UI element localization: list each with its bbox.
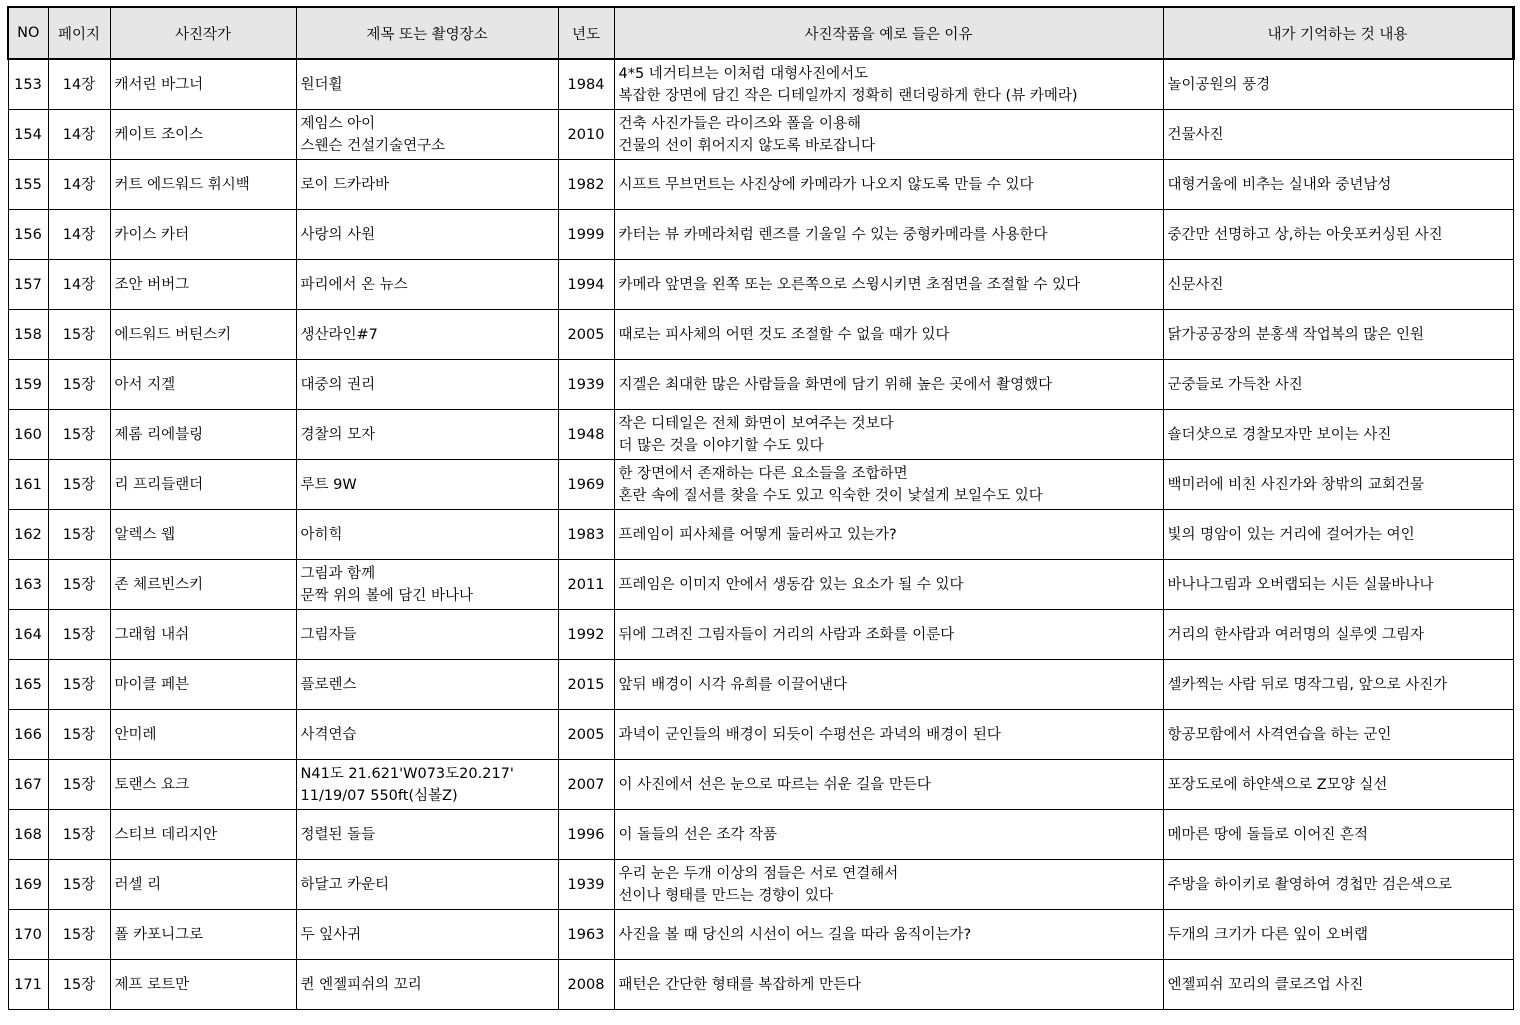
table-row	[8, 510, 1513, 560]
cell-title-line: 그림자들	[300, 626, 357, 643]
cell-author[interactable]: 그래험 내쉬	[110, 610, 296, 660]
cell-reason[interactable]	[614, 560, 1163, 610]
table-row	[8, 310, 1513, 360]
cell-reason-line: 카터는 뷰 카메라처럼 렌즈를 기울일 수 있는 중형카메라를 사용한다	[618, 226, 1048, 243]
cell-title[interactable]	[296, 960, 558, 1010]
cell-page[interactable]: 15장	[48, 860, 110, 910]
cell-reason-line: 작은 디테일은 전체 화면이 보여주는 것보다	[618, 415, 894, 432]
cell-title-line: 로이 드카라바	[300, 176, 390, 193]
header-year[interactable]: 년도	[558, 7, 614, 59]
cell-memory[interactable]: 거리의 한사람과 여러명의 실루엣 그림자	[1163, 610, 1513, 660]
cell-reason[interactable]	[614, 610, 1163, 660]
cell-title[interactable]	[296, 310, 558, 360]
cell-page[interactable]: 15장	[48, 960, 110, 1010]
cell-year[interactable]: 1948	[558, 410, 614, 460]
cell-reason-line: 4*5 네거티브는 이처럼 대형사진에서도	[618, 65, 869, 82]
cell-reason[interactable]	[614, 410, 1163, 460]
cell-memory[interactable]: 메마른 땅에 돌들로 이어진 흔적	[1163, 810, 1513, 860]
cell-title-line: 파리에서 온 뉴스	[300, 276, 408, 293]
cell-memory[interactable]: 빛의 명암이 있는 거리에 걸어가는 여인	[1163, 510, 1513, 560]
cell-title-line: 11/19/07 550ft(심볼Z)	[300, 787, 458, 804]
cell-memory[interactable]: 두개의 크기가 다른 잎이 오버랩	[1163, 910, 1513, 960]
cell-no[interactable]: 164	[8, 610, 48, 660]
cell-year[interactable]: 2015	[558, 660, 614, 710]
cell-title[interactable]	[296, 910, 558, 960]
cell-reason[interactable]	[614, 59, 1163, 110]
cell-reason[interactable]	[614, 510, 1163, 560]
cell-page[interactable]: 15장	[48, 810, 110, 860]
cell-author[interactable]: 안미레	[110, 710, 296, 760]
table-row	[8, 410, 1513, 460]
cell-no[interactable]: 171	[8, 960, 48, 1010]
cell-reason-line: 이 사진에서 선은 눈으로 따르는 쉬운 길을 만든다	[618, 776, 931, 793]
cell-reason-line: 앞뒤 배경이 시각 유희를 이끌어낸다	[618, 676, 848, 693]
cell-title-line: 그림과 함께	[300, 565, 376, 582]
cell-year[interactable]: 2008	[558, 960, 614, 1010]
photo-table	[7, 6, 1515, 1010]
cell-title-line: 사랑의 사원	[300, 226, 376, 243]
header-page[interactable]: 페이지	[48, 7, 110, 59]
cell-author[interactable]: 조안 버버그	[110, 260, 296, 310]
cell-reason[interactable]	[614, 160, 1163, 210]
cell-title-line: 루트 9W	[300, 476, 357, 493]
cell-page[interactable]: 14장	[48, 260, 110, 310]
cell-reason[interactable]	[614, 360, 1163, 410]
cell-no[interactable]: 159	[8, 360, 48, 410]
cell-page[interactable]: 15장	[48, 660, 110, 710]
cell-year[interactable]: 2005	[558, 710, 614, 760]
cell-title-line: 제임스 아이	[300, 115, 376, 132]
cell-page[interactable]: 15장	[48, 760, 110, 810]
header-reason[interactable]: 사진작품을 예로 들은 이유	[614, 7, 1163, 59]
cell-memory[interactable]: 중간만 선명하고 상,하는 아웃포커싱된 사진	[1163, 210, 1513, 260]
cell-title[interactable]	[296, 460, 558, 510]
cell-title-line: 퀸 엔젤피쉬의 꼬리	[300, 976, 422, 993]
table-row	[8, 910, 1513, 960]
cell-title-line: 원더휠	[300, 76, 343, 93]
cell-reason-line: 혼란 속에 질서를 찾을 수도 있고 익숙한 것이 낯설게 보일수도 있다	[618, 487, 1043, 504]
cell-no[interactable]: 154	[8, 110, 48, 160]
cell-no[interactable]: 165	[8, 660, 48, 710]
table-row	[8, 460, 1513, 510]
cell-title[interactable]	[296, 160, 558, 210]
cell-memory[interactable]: 대형거울에 비추는 실내와 중년남성	[1163, 160, 1513, 210]
table-row	[8, 160, 1513, 210]
cell-no[interactable]: 168	[8, 810, 48, 860]
cell-page[interactable]: 15장	[48, 710, 110, 760]
table-row	[8, 760, 1513, 810]
cell-reason-line: 패턴은 간단한 형태를 복잡하게 만든다	[618, 976, 862, 993]
cell-memory[interactable]: 군중들로 가득찬 사진	[1163, 360, 1513, 410]
table-row	[8, 660, 1513, 710]
cell-title[interactable]	[296, 59, 558, 110]
cell-page[interactable]: 15장	[48, 560, 110, 610]
cell-no[interactable]: 160	[8, 410, 48, 460]
cell-no[interactable]: 155	[8, 160, 48, 210]
cell-year[interactable]: 1963	[558, 910, 614, 960]
cell-no[interactable]: 157	[8, 260, 48, 310]
header-row	[8, 7, 1513, 59]
cell-no[interactable]: 156	[8, 210, 48, 260]
cell-title-line: 사격연습	[300, 726, 357, 743]
table-row	[8, 360, 1513, 410]
cell-memory[interactable]: 항공모함에서 사격연습을 하는 군인	[1163, 710, 1513, 760]
cell-memory[interactable]: 바나나그림과 오버랩되는 시든 실물바나나	[1163, 560, 1513, 610]
cell-reason-line: 프레임이 피사체를 어떻게 둘러싸고 있는가?	[618, 526, 897, 543]
cell-author[interactable]: 제롬 리에블링	[110, 410, 296, 460]
cell-reason[interactable]	[614, 260, 1163, 310]
cell-year[interactable]: 1982	[558, 160, 614, 210]
cell-reason[interactable]	[614, 110, 1163, 160]
cell-title[interactable]	[296, 860, 558, 910]
cell-reason-line: 선이나 형태를 만드는 경향이 있다	[618, 887, 834, 904]
table-row	[8, 110, 1513, 160]
cell-title-line: 경찰의 모자	[300, 426, 376, 443]
cell-reason[interactable]	[614, 660, 1163, 710]
table-body	[8, 59, 1513, 1010]
cell-page[interactable]: 14장	[48, 210, 110, 260]
header-author[interactable]: 사진작가	[110, 7, 296, 59]
cell-reason-line: 우리 눈은 두개 이상의 점들은 서로 연결해서	[618, 865, 899, 882]
cell-page[interactable]: 15장	[48, 360, 110, 410]
cell-reason[interactable]	[614, 960, 1163, 1010]
cell-page[interactable]: 15장	[48, 410, 110, 460]
header-no[interactable]: NO	[8, 7, 48, 59]
cell-page[interactable]: 14장	[48, 160, 110, 210]
cell-page[interactable]: 14장	[48, 110, 110, 160]
cell-memory[interactable]: 주방을 하이키로 촬영하여 경첩만 검은색으로	[1163, 860, 1513, 910]
cell-memory[interactable]: 포장도로에 하얀색으로 Z모양 실선	[1163, 760, 1513, 810]
cell-reason[interactable]	[614, 710, 1163, 760]
cell-title[interactable]	[296, 810, 558, 860]
cell-year[interactable]: 1983	[558, 510, 614, 560]
cell-author[interactable]: 마이클 페븐	[110, 660, 296, 710]
cell-year[interactable]: 2007	[558, 760, 614, 810]
cell-year[interactable]: 1996	[558, 810, 614, 860]
cell-reason-line: 이 돌들의 선은 조각 작품	[618, 826, 778, 843]
table-row	[8, 960, 1513, 1010]
table-row	[8, 560, 1513, 610]
cell-title[interactable]	[296, 410, 558, 460]
cell-year[interactable]: 2011	[558, 560, 614, 610]
cell-no[interactable]: 169	[8, 860, 48, 910]
cell-page[interactable]: 15장	[48, 910, 110, 960]
cell-year[interactable]: 1939	[558, 860, 614, 910]
cell-title-line: 정렬된 돌들	[300, 826, 376, 843]
cell-title-line: 하달고 카운티	[300, 876, 390, 893]
cell-title[interactable]	[296, 760, 558, 810]
cell-memory[interactable]: 백미러에 비친 사진가와 창밖의 교회건물	[1163, 460, 1513, 510]
table-row	[8, 59, 1513, 110]
cell-author[interactable]: 카이스 카터	[110, 210, 296, 260]
cell-year[interactable]: 2010	[558, 110, 614, 160]
cell-year[interactable]: 1999	[558, 210, 614, 260]
cell-title[interactable]	[296, 610, 558, 660]
cell-reason-line: 사진을 볼 때 당신의 시선이 어느 길을 따라 움직이는가?	[618, 926, 972, 943]
cell-title-line: 문짝 위의 볼에 담긴 바나나	[300, 587, 474, 604]
cell-title[interactable]	[296, 260, 558, 310]
table-row	[8, 860, 1513, 910]
cell-title-line: N41도 21.621'W073도20.217'	[300, 765, 514, 782]
cell-memory[interactable]: 숄더샷으로 경찰모자만 보이는 사진	[1163, 410, 1513, 460]
cell-memory[interactable]: 셀카찍는 사람 뒤로 명작그림, 앞으로 사진가	[1163, 660, 1513, 710]
cell-reason[interactable]	[614, 460, 1163, 510]
cell-no[interactable]: 167	[8, 760, 48, 810]
cell-page[interactable]: 14장	[48, 59, 110, 110]
cell-reason-line: 복잡한 장면에 담긴 작은 디테일까지 정확히 랜더링하게 한다 (뷰 카메라)	[618, 87, 1078, 104]
cell-author[interactable]: 존 체르빈스키	[110, 560, 296, 610]
cell-year[interactable]: 1969	[558, 460, 614, 510]
spreadsheet	[7, 6, 1512, 1010]
cell-author[interactable]: 아서 지겔	[110, 360, 296, 410]
cell-author[interactable]: 리 프리들랜더	[110, 460, 296, 510]
cell-author[interactable]: 알렉스 웹	[110, 510, 296, 560]
cell-author[interactable]: 토랜스 요크	[110, 760, 296, 810]
cell-reason[interactable]	[614, 810, 1163, 860]
cell-author[interactable]: 케이트 조이스	[110, 110, 296, 160]
cell-title-line: 생산라인#7	[300, 326, 378, 343]
cell-year[interactable]: 1939	[558, 360, 614, 410]
cell-reason-line: 뒤에 그려진 그림자들이 거리의 사람과 조화를 이룬다	[618, 626, 955, 643]
cell-reason-line: 과녁이 군인들의 배경이 되듯이 수평선은 과녁의 배경이 된다	[618, 726, 1001, 743]
cell-no[interactable]: 153	[8, 59, 48, 110]
cell-title[interactable]	[296, 110, 558, 160]
cell-title-line: 플로렌스	[300, 676, 357, 693]
cell-no[interactable]: 170	[8, 910, 48, 960]
cell-reason-line: 한 장면에서 존재하는 다른 요소들을 조합하면	[618, 465, 908, 482]
table-row	[8, 810, 1513, 860]
cell-page[interactable]: 15장	[48, 310, 110, 360]
cell-memory[interactable]: 건물사진	[1163, 110, 1513, 160]
cell-reason[interactable]	[614, 310, 1163, 360]
table-row	[8, 710, 1513, 760]
cell-reason-line: 프레임은 이미지 안에서 생동감 있는 요소가 될 수 있다	[618, 576, 964, 593]
cell-memory[interactable]: 닭가공공장의 분홍색 작업복의 많은 인원	[1163, 310, 1513, 360]
cell-title[interactable]	[296, 710, 558, 760]
table-row	[8, 610, 1513, 660]
cell-author[interactable]: 스티브 데리지안	[110, 810, 296, 860]
table-row	[8, 260, 1513, 310]
cell-reason[interactable]	[614, 910, 1163, 960]
header-memory[interactable]: 내가 기억하는 것 내용	[1163, 7, 1513, 59]
cell-title[interactable]	[296, 660, 558, 710]
cell-reason-line: 건축 사진가들은 라이즈와 폴을 이용해	[618, 115, 862, 132]
cell-no[interactable]: 162	[8, 510, 48, 560]
cell-reason-line: 카메라 앞면을 왼쪽 또는 오른쪽으로 스윙시키면 초점면을 조절할 수 있다	[618, 276, 1081, 293]
cell-page[interactable]: 15장	[48, 610, 110, 660]
header-title[interactable]: 제목 또는 촬영장소	[296, 7, 558, 59]
cell-memory[interactable]: 엔젤피쉬 꼬리의 클로즈업 사진	[1163, 960, 1513, 1010]
cell-title-line: 아히힉	[300, 526, 343, 543]
cell-reason-line: 더 많은 것을 이야기할 수도 있다	[618, 437, 824, 454]
cell-author[interactable]: 에드워드 버틴스키	[110, 310, 296, 360]
cell-author[interactable]: 러셀 리	[110, 860, 296, 910]
cell-author[interactable]: 제프 로트만	[110, 960, 296, 1010]
cell-author[interactable]: 커트 에드워드 휘시백	[110, 160, 296, 210]
cell-title[interactable]	[296, 560, 558, 610]
cell-reason-line: 건물의 선이 휘어지지 않도록 바로잡니다	[618, 137, 876, 154]
cell-title-line: 대중의 권리	[300, 376, 376, 393]
cell-title[interactable]	[296, 510, 558, 560]
cell-year[interactable]: 1992	[558, 610, 614, 660]
table-row	[8, 210, 1513, 260]
cell-reason-line: 시프트 무브먼트는 사진상에 카메라가 나오지 않도록 만들 수 있다	[618, 176, 1034, 193]
cell-year[interactable]: 1994	[558, 260, 614, 310]
cell-page[interactable]: 15장	[48, 460, 110, 510]
cell-memory[interactable]: 신문사진	[1163, 260, 1513, 310]
cell-no[interactable]: 166	[8, 710, 48, 760]
cell-author[interactable]: 캐서린 바그너	[110, 59, 296, 110]
cell-page[interactable]: 15장	[48, 510, 110, 560]
cell-no[interactable]: 158	[8, 310, 48, 360]
cell-reason[interactable]	[614, 210, 1163, 260]
cell-author[interactable]: 폴 카포니그로	[110, 910, 296, 960]
cell-reason[interactable]	[614, 760, 1163, 810]
cell-title-line: 스웬슨 건설기술연구소	[300, 137, 446, 154]
cell-title[interactable]	[296, 210, 558, 260]
cell-reason[interactable]	[614, 860, 1163, 910]
cell-no[interactable]: 163	[8, 560, 48, 610]
cell-year[interactable]: 2005	[558, 310, 614, 360]
cell-title[interactable]	[296, 360, 558, 410]
cell-reason-line: 때로는 피사체의 어떤 것도 조절할 수 없을 때가 있다	[618, 326, 950, 343]
cell-title-line: 두 잎사귀	[300, 926, 362, 943]
cell-year[interactable]: 1984	[558, 59, 614, 110]
cell-reason-line: 지겔은 최대한 많은 사람들을 화면에 담기 위해 높은 곳에서 촬영했다	[618, 376, 1053, 393]
cell-memory[interactable]: 놀이공원의 풍경	[1163, 59, 1513, 110]
cell-no[interactable]: 161	[8, 460, 48, 510]
